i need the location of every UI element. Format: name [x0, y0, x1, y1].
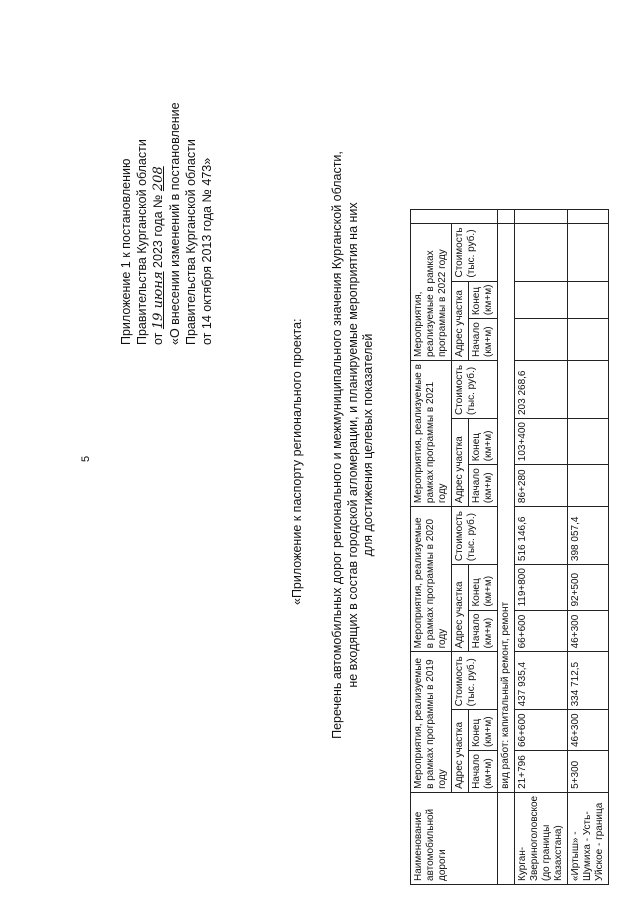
road-name-cell: Курган-Звериноголовское (до границы Казахстана) [515, 792, 568, 884]
end-cell [568, 281, 609, 319]
start-cell: 21+796 [515, 751, 568, 793]
end-2020-header: Конец (км+м) [469, 565, 498, 610]
start-cell: 66+600 [515, 610, 568, 652]
start-cell: 5+300 [568, 751, 609, 793]
start-cell [568, 465, 609, 507]
end-cell: 46+300 [568, 710, 609, 751]
handwritten-date: 19 июня [151, 271, 166, 330]
work-type-extra-cell [498, 210, 515, 224]
cost-cell [568, 224, 609, 281]
appendix-line-2: Правительства Курганской области [135, 139, 149, 345]
passport-note: «Приложение к паспорту регионального проекта: [290, 318, 304, 605]
end-cell: 103+400 [515, 419, 568, 465]
work-type-empty-cell [498, 792, 515, 884]
cost-cell: 437 935,4 [515, 652, 568, 710]
start-cell: 86+280 [515, 465, 568, 507]
address-2019-header: Адрес участка [452, 710, 469, 793]
group-2022-header: Мероприятия, реализуемые в рамках программы в 2022 году [411, 224, 452, 361]
group-2020-header: Мероприятия, реализуемые в рамках программы в 2020 году [411, 507, 452, 652]
extra-column-header [411, 210, 498, 224]
end-2021-header: Конец (км+м) [469, 419, 498, 465]
table-header-row-1 [411, 210, 452, 885]
cost-2020-header: Стоимость (тыс. руб.) [452, 507, 498, 565]
start-2020-header: Начало (км+м) [469, 610, 498, 652]
cost-cell: 516 146,6 [515, 507, 568, 565]
end-2019-header: Конец (км+м) [469, 710, 498, 751]
appendix-line-3 [150, 25, 167, 345]
end-cell: 92+500 [568, 565, 609, 610]
table-row [568, 210, 609, 885]
start-2021-header: Начало (км+м) [469, 465, 498, 507]
start-2019-header: Начало (км+м) [469, 751, 498, 793]
end-cell: 66+600 [515, 710, 568, 751]
appendix-line-5: Правительства Курганской области [184, 139, 198, 345]
address-2022-header: Адрес участка [452, 281, 469, 360]
appendix-line-6: от 14 октября 2013 года № 473» [200, 157, 214, 345]
extra-cell [515, 210, 568, 224]
cost-cell [568, 361, 609, 419]
title-line-2: не входящих в состав городской агломерации, и планируемые мероприятия на них [345, 202, 360, 688]
cost-2022-header: Стоимость (тыс. руб.) [452, 224, 498, 281]
work-type-label: вид работ: капитальный ремонт, ремонт [498, 224, 515, 792]
table-header-row-2 [452, 210, 469, 885]
end-2022-header: Конец (км+м) [469, 281, 498, 319]
cost-cell: 398 057,4 [568, 507, 609, 565]
road-name-cell: «Иртыш» - Шумиха - Усть-Уйское - граница [568, 792, 609, 884]
cost-2019-header: Стоимость (тыс. руб.) [452, 652, 498, 710]
page-number: 5 [80, 455, 92, 462]
group-2021-header: Мероприятия, реализуемые в рамках программы в 2021 году [411, 361, 452, 507]
cost-cell [515, 224, 568, 281]
address-2021-header: Адрес участка [452, 419, 469, 507]
extra-cell [568, 210, 609, 224]
work-type-row [498, 210, 515, 885]
end-cell: 119+800 [515, 565, 568, 610]
end-cell [515, 281, 568, 319]
date-year: 2023 года № [151, 194, 165, 268]
cost-cell: 334 712,5 [568, 652, 609, 710]
handwritten-number: 208 [151, 166, 166, 192]
start-2022-header: Начало (км+м) [469, 319, 498, 361]
title-line-3: для достижения целевых показателей [361, 333, 375, 557]
appendix-line-4: «О внесении изменений в постановление [168, 102, 182, 345]
roads-table [410, 209, 609, 885]
end-cell [568, 419, 609, 465]
date-prefix: от [151, 332, 165, 345]
appendix-header [118, 25, 215, 345]
cost-cell: 203 268,6 [515, 361, 568, 419]
start-cell [568, 319, 609, 361]
group-2019-header: Мероприятия, реализуемые в рамках программы в 2019 году [411, 652, 452, 793]
cost-2021-header: Стоимость (тыс. руб.) [452, 361, 498, 419]
document-title [330, 145, 377, 745]
title-line-1: Перечень автомобильных дорог регионального и межмуниципального значения Курганской области, [330, 151, 344, 739]
address-2020-header: Адрес участка [452, 565, 469, 652]
start-cell [515, 319, 568, 361]
appendix-line-1: Приложение 1 к постановлению [119, 158, 133, 345]
start-cell: 46+300 [568, 610, 609, 652]
road-name-header: Наименование автомобильной дороги [411, 792, 498, 884]
table-row [515, 210, 568, 885]
